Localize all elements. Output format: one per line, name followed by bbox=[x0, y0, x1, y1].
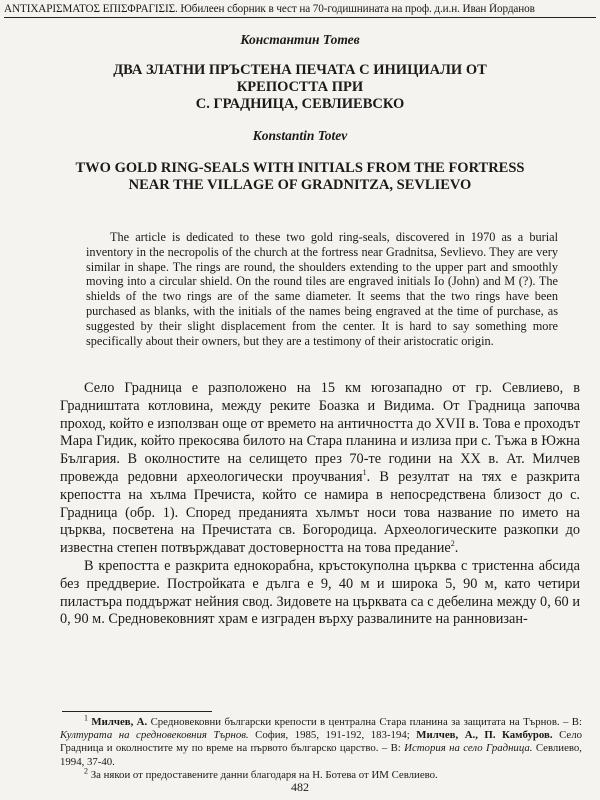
running-head: ANTIXAPIΣMATOΣ ΕΠΙΣΦΡΑΓΙΣΙΣ. Юбилеен сборник в чест на 70-годишнината на проф. д.и.н. Иван Йорданов bbox=[4, 3, 596, 18]
page-number: 482 bbox=[291, 780, 309, 794]
title-cyrillic-line: С. ГРАДНИЦА, СЕВЛИЕВСКО bbox=[195, 96, 405, 112]
footnote-author: Милчев, А. bbox=[91, 716, 148, 728]
title-cyrillic-line: КРЕПОСТТА ПРИ bbox=[236, 79, 364, 95]
footnote-text: Село Градница и околностите му по време на първото българско царство. – В: bbox=[60, 729, 582, 755]
abstract bbox=[86, 230, 558, 348]
title-cyrillic-line: ДВА ЗЛАТНИ ПРЪСТЕНА ПЕЧАТА С ИНИЦИАЛИ ОТ bbox=[113, 62, 487, 78]
title-latin-line: NEAR THE VILLAGE OF GRADNITZA, SEVLIEVO bbox=[128, 177, 472, 193]
body-paragraph: В крепостта е разкрита еднокорабна, кръстокуполна църква с тристенна абсида без преддверие. Постройката е дълга е 9, 40 м и широка 5, 90 м, като четири пиластъра поддържат нейния свод. Зидовете на църквата са с дебелина между 0, 60 и 0, 90 м. Средновековният храм е изграден върху развалините на ранновизан- bbox=[60, 557, 580, 628]
footnote-title: Културата на средновековния Търнов. bbox=[60, 729, 249, 742]
author-latin: Konstantin Totev bbox=[252, 128, 348, 143]
title-latin bbox=[20, 160, 580, 194]
footnote-ref: 2 bbox=[450, 539, 455, 549]
title-latin-line: TWO GOLD RING-SEALS WITH INITIALS FROM THE FORTRESS bbox=[75, 160, 525, 176]
body-text-span: . В резултат на тях е разкрита крепостта на хълма Пречиста, който се намира в непосредствена близост до с. Градница (обр. 1). Според преданията хълмът носи това название по името на църква, посветена на Пречистата св. Богородица. Археологическите разкопки до известна степен потвърждават достоверността на това предание bbox=[60, 468, 580, 557]
title-cyrillic bbox=[60, 62, 540, 113]
abstract-text: The article is dedicated to these two gold ring-seals, discovered in 1970 as a burial inventory in the necropolis of the church at the fortress near Gradnitsa, Sevlievo. They are very similar in shape. The rings are round, the shoulders extending to the upper part and smoothly moving into a circular shield. On the round tiles are engraved initials Io (John) and M (?). The shields of the two rings are of the same diameter. It seems that the two rings have been purchased as blanks, with the initials of the names being engraved at the time of purchase, as suggested by their slight displacement from the center. It is hard to say something more specifically about their owners, but they are a testimony of their aristocratic origin. bbox=[86, 230, 558, 348]
footnote-ref: 1 bbox=[362, 468, 367, 478]
footnote-text: София, 1985, 191-192, 183-194; bbox=[248, 729, 417, 742]
body-text-span: . bbox=[454, 540, 459, 557]
footnote-divider bbox=[62, 711, 212, 712]
footnote-number: 2 bbox=[84, 766, 88, 776]
body-text bbox=[60, 380, 580, 629]
footnote-text: За някои от предоставените данни благодаря на Н. Ботева от ИМ Севлиево. bbox=[88, 768, 438, 781]
footnote bbox=[60, 713, 583, 769]
body-text-span: Село Градница е разположено на 15 км югозападно от гр. Севлиево, в Градништата котловина, между реките Боазка и Видима. От Градница започва проход, който е използван още от времето на античността до XVII в. Това е проходът Мара Гидик, който прекосява билото на Стара планина и излиза при с. Тъжа в Южна България. В околностите на селището през 70-те години на XX в. Ат. Милчев провежда редовни археологически проучвания bbox=[60, 380, 580, 485]
footnote-author: Милчев, А., П. Камбуров. bbox=[416, 729, 553, 742]
footnote-text: Средновековни български крепости в централна Стара планина за защитата на Търнов. – В: bbox=[147, 716, 583, 728]
author-cyrillic: Константин Тотев bbox=[240, 32, 360, 47]
footnote-number: 1 bbox=[84, 713, 88, 723]
footnote-title: История на село Градница. bbox=[404, 742, 533, 755]
footnote-text: Севлиево, 1994, 37-40. bbox=[60, 742, 582, 768]
footnotes bbox=[60, 713, 583, 782]
body-paragraph bbox=[60, 380, 580, 558]
